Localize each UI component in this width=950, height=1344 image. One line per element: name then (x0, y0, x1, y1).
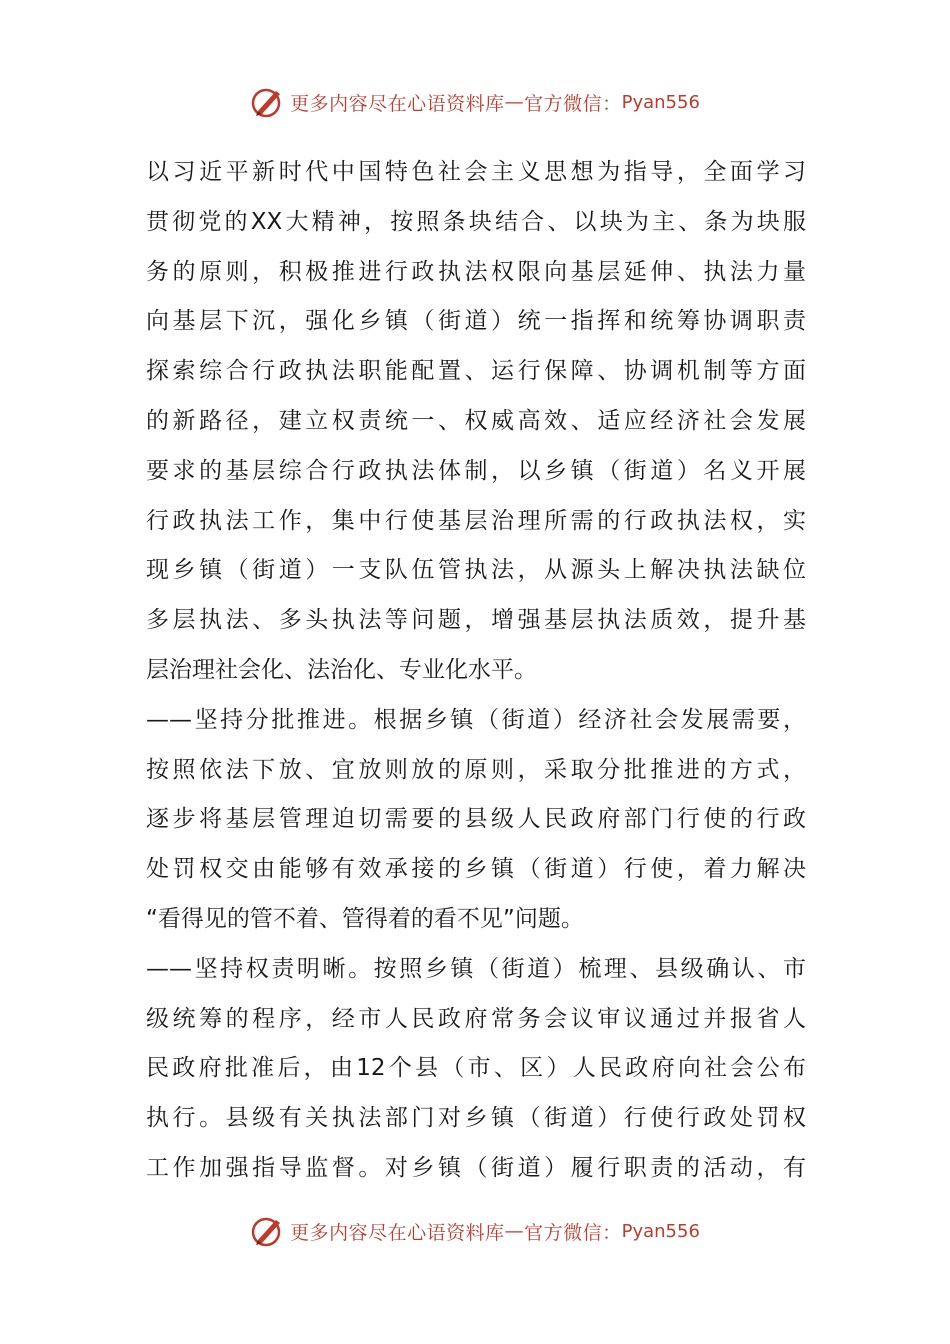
banner-dash: — (504, 91, 525, 113)
text-line: 的新路径，建立权责统一、权威高效、适应经济社会发展 (146, 407, 806, 434)
header-banner (0, 82, 950, 122)
text-line: 处罚权交由能够有效承接的乡镇（街道）行使，着力解决 (146, 856, 806, 883)
text-line: 按照依法下放、宜放则放的原则，采取分批推进的方式， (146, 756, 806, 783)
banner-wechat-id: Pyan556 (621, 1220, 700, 1242)
document-body (146, 148, 806, 1194)
banner-brand: 更多内容尽在心语资料库 (290, 92, 505, 115)
banner-wechat-label: 官方微信： (524, 1221, 622, 1244)
text-line: 执行。县级有关执法部门对乡镇（街道）行使行政处罚权 (146, 1105, 806, 1132)
text-line: 要求的基层综合行政执法体制，以乡镇（街道）名义开展 (146, 457, 806, 484)
text-line: ——坚持分批推进。根据乡镇（街道）经济社会发展需要， (146, 706, 806, 733)
text-line: 行政执法工作，集中行使基层治理所需的行政执法权，实 (146, 507, 806, 534)
text-line: 逐步将基层管理迫切需要的县级人民政府部门行使的行政 (146, 806, 806, 833)
text-line: 现乡镇（街道）一支队伍管执法，从源头上解决执法缺位 (146, 557, 806, 584)
text-line: 民政府批准后，由12个县（市、区）人民政府向社会公布 (146, 1055, 806, 1082)
text-line: 务的原则，积极推进行政执法权限向基层延伸、执法力量 (146, 258, 806, 285)
footer-banner (0, 1211, 950, 1251)
text-line: 以习近平新时代中国特色社会主义思想为指导，全面学习 (146, 159, 806, 185)
text-line: 贯彻党的XX大精神，按照条块结合、以块为主、条为块服 (146, 208, 806, 235)
text-line: 级统筹的程序，经市人民政府常务会议审议通过并报省人 (146, 1005, 806, 1032)
banner-wechat-label: 官方微信： (524, 92, 622, 115)
pen-logo-icon (250, 85, 284, 119)
text-line: 探索综合行政执法职能配置、运行保障、协调机制等方面 (146, 358, 806, 385)
banner-wechat-id: Pyan556 (621, 91, 700, 113)
text-line: 向基层下沉，强化乡镇（街道）统一指挥和统筹协调职责 (146, 308, 806, 335)
banner-dash: — (504, 1220, 525, 1242)
banner-brand: 更多内容尽在心语资料库 (290, 1221, 505, 1244)
text-line: 层治理社会化、法治化、专业化水平。 (146, 656, 537, 683)
text-line: 工作加强指导监督。对乡镇（街道）履行职责的活动，有 (146, 1154, 806, 1181)
text-line: 多层执法、多头执法等问题，增强基层执法质效，提升基 (146, 607, 806, 634)
text-line: ——坚持权责明晰。按照乡镇（街道）梳理、县级确认、市 (146, 955, 806, 982)
text-line: “看得见的管不着、管得着的看不见”问题。 (146, 905, 584, 932)
pen-logo-icon (250, 1214, 284, 1248)
